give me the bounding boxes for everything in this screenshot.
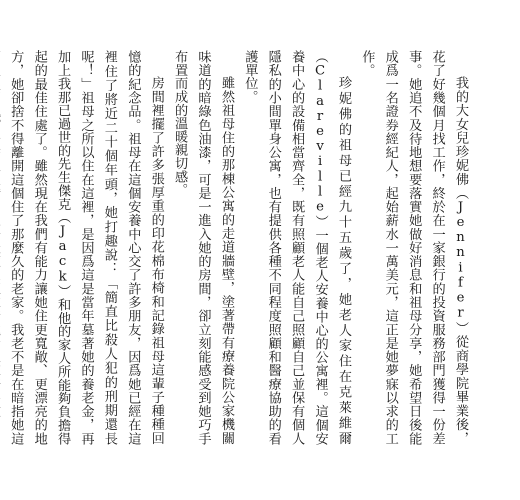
- paragraph-2: 珍妮佛的祖母已經九十五歲了，她老人家住在克萊維爾（Clareville）一個老人安養中心的公寓裡。這個安養中心的設備相當齊全，既有照顧老人能自己照顧自己並保有個人隱私的小間單身公寓，也有提供各種不同程度照顧和醫療協助的看護單位。: [242, 50, 351, 445]
- vertical-text-body: [0, 50, 472, 445]
- paragraph-1: 我的大女兒珍妮佛（Jennifer）從商學院畢業後，花了好幾個月找工作，終於在一家銀行的投資服務部門獲得一份差事。她追不及待地想要落實她做好消息和祖母分享，她希望日後能成爲一名證券經紀人，起始薪水一萬美元，這正是她夢寐以求的工作。: [359, 50, 468, 445]
- paragraph-3: 雖然祖母住的那棟公寓的走道牆壁，塗著帶有療養院公家機關味道的暗綠色油漆，可是一進入她的房間，卻立刻能感受到她巧手布置而成的溫暖親切感。: [172, 50, 234, 445]
- paragraph-4: 房間裡擺了許多張厚重的印花棉布椅和記錄祖母這輩子種種回憶的紀念品。祖母在這個安養中心交了許多朋友，因爲她已經在這裡住了將近二十個年頭，她打趣說：「簡直比殺人犯的刑期還長呢！」祖母之所以住在這裡，是因爲這是當年墓著她的養老金，再加上我那已過世的先生傑克（Jack）和他的家人所能夠負擔得起的最佳住處了。雖然現在我們有能力讓她住更寬敞、更漂亮的地方，她卻捨不得離開這個住了那麼久的老家。我老不是在暗指她這: [8, 50, 164, 445]
